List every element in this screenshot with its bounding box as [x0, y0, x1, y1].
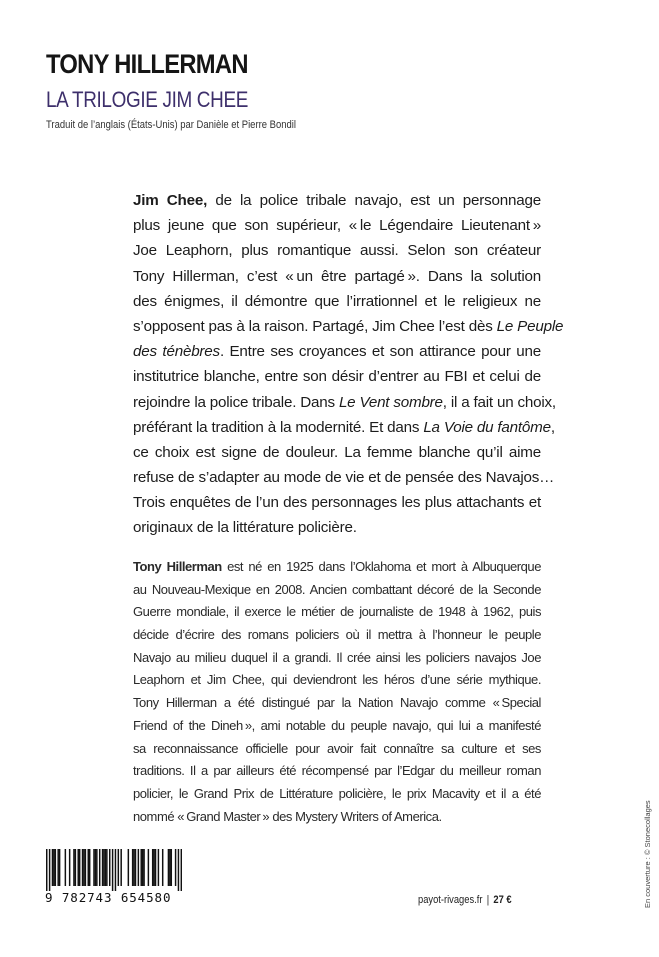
bold-text: Jim Chee, [133, 192, 208, 209]
translator-credit: Traduit de l’anglais (États-Unis) par Danièle et Pierre Bondil [46, 119, 296, 131]
text-line [133, 364, 541, 389]
text-line [133, 515, 541, 540]
text-run: au Nouveau-Mexique en 2008. Ancien combattant décoré de la Seconde [133, 581, 541, 597]
text-line [133, 738, 541, 761]
text-line [133, 647, 541, 670]
text-run: est né en 1925 dans l’Oklahoma et mort à Albuquerque [221, 559, 541, 574]
text-run: Trois enquêtes de l’un des personnages les plus attachants et [133, 494, 541, 512]
text-run: originaux de la littérature policière. [133, 519, 357, 537]
text-line [133, 624, 541, 647]
text-run: Joe Leaphorn, plus romantique aussi. Selon son créateur [133, 242, 541, 260]
book-title: LA TRILOGIE JIM CHEE [46, 87, 249, 112]
text-line [133, 692, 541, 715]
isbn-barcode [46, 849, 182, 891]
bold-text: Tony Hillerman [133, 559, 222, 574]
text-run: de la police tribale navajo, est un personnage [207, 192, 541, 209]
text-line [133, 213, 541, 238]
text-line [133, 390, 556, 415]
text-run: ce choix est signe de douleur. La femme blanche qu’il aime [133, 443, 541, 461]
price: 27 € [493, 894, 512, 906]
text-line [133, 188, 541, 213]
text-run: s’opposent pas à la raison. Partagé, Jim Chee l’est dès [133, 317, 497, 335]
text-line [133, 289, 541, 314]
text-run: institutrice blanche, entre son désir d’entrer au FBI et celui de [133, 368, 541, 386]
text-line [133, 490, 541, 515]
text-run: , [550, 418, 555, 436]
text-run: refuse de s’adapter au mode de vie et de pensée des Navajos… [133, 469, 555, 487]
text-run: policier, le Grand Prix de Littérature policière, le prix Macavity et il a été [133, 785, 541, 801]
text-line [133, 783, 541, 806]
text-run: traditions. Il a par ailleurs été récompensé par l’Edgar du meilleur roman [133, 763, 541, 779]
text-run: Navajo au milieu duquel il a grandi. Il crée ainsi les policiers navajos Joe [133, 649, 541, 665]
text-line [133, 440, 541, 465]
text-run: Leaphorn et Jim Chee, qui deviendront les héros d’une série mythique. [133, 672, 541, 688]
text-line [133, 601, 541, 624]
text-run: , il a fait un choix, [442, 393, 556, 411]
cover-credit: En couverture : © Stonecollages [643, 800, 652, 908]
text-run: des énigmes, il démontre que l’irrationnel et le religieux ne [133, 292, 541, 310]
text-run: Friend of the Dineh », ami notable du peuple navajo, qui lui a manifesté [133, 717, 541, 733]
book-summary [133, 188, 564, 541]
text-run: Tony Hillerman, c’est « un être partagé ». Dans la solution [133, 267, 541, 285]
separator: | [486, 894, 490, 906]
text-run: . Entre ses croyances et son attirance pour une [219, 343, 541, 361]
author-name: TONY HILLERMAN [46, 49, 248, 79]
text-run: nommé « Grand Master » des Mystery Writers of America. [133, 808, 442, 824]
publisher-footer [418, 894, 512, 906]
text-line [133, 415, 555, 440]
text-run: Guerre mondiale, il exerce le métier de journaliste de 1948 à 1962, puis [133, 604, 541, 620]
text-run: sa reconnaissance officielle pour avoir fait connaître sa culture et ses [133, 740, 541, 756]
italic-title: Le Vent sombre [338, 393, 443, 411]
italic-title: La Voie du fantôme [423, 418, 551, 436]
text-run: Tony Hillerman a été distingué par la Nation Navajo comme « Special [133, 695, 541, 711]
text-run: préférant la tradition à la modernité. Et dans [133, 418, 424, 436]
text-line [133, 669, 541, 692]
text-line [133, 556, 541, 579]
text-run: plus jeune que son supérieur, « le Légendaire Lieutenant » [133, 217, 541, 235]
text-line [133, 264, 541, 289]
text-line [133, 579, 541, 602]
italic-title: des ténèbres [133, 343, 220, 361]
text-line [133, 715, 541, 738]
text-line [133, 806, 541, 829]
text-line [133, 339, 541, 364]
text-line [133, 238, 541, 263]
text-line [133, 760, 541, 783]
author-biography [133, 556, 541, 828]
italic-title: Le Peuple [496, 317, 564, 335]
text-line [133, 465, 555, 490]
publisher-website: payot-rivages.fr [418, 894, 483, 906]
text-line [133, 314, 564, 339]
text-run: décide d’écrire des romans policiers où il mettra à l’honneur le peuple [133, 627, 541, 643]
text-run: rejoindre la police tribale. Dans [133, 393, 339, 411]
isbn-digits: 9 782743 654580 [45, 890, 172, 905]
